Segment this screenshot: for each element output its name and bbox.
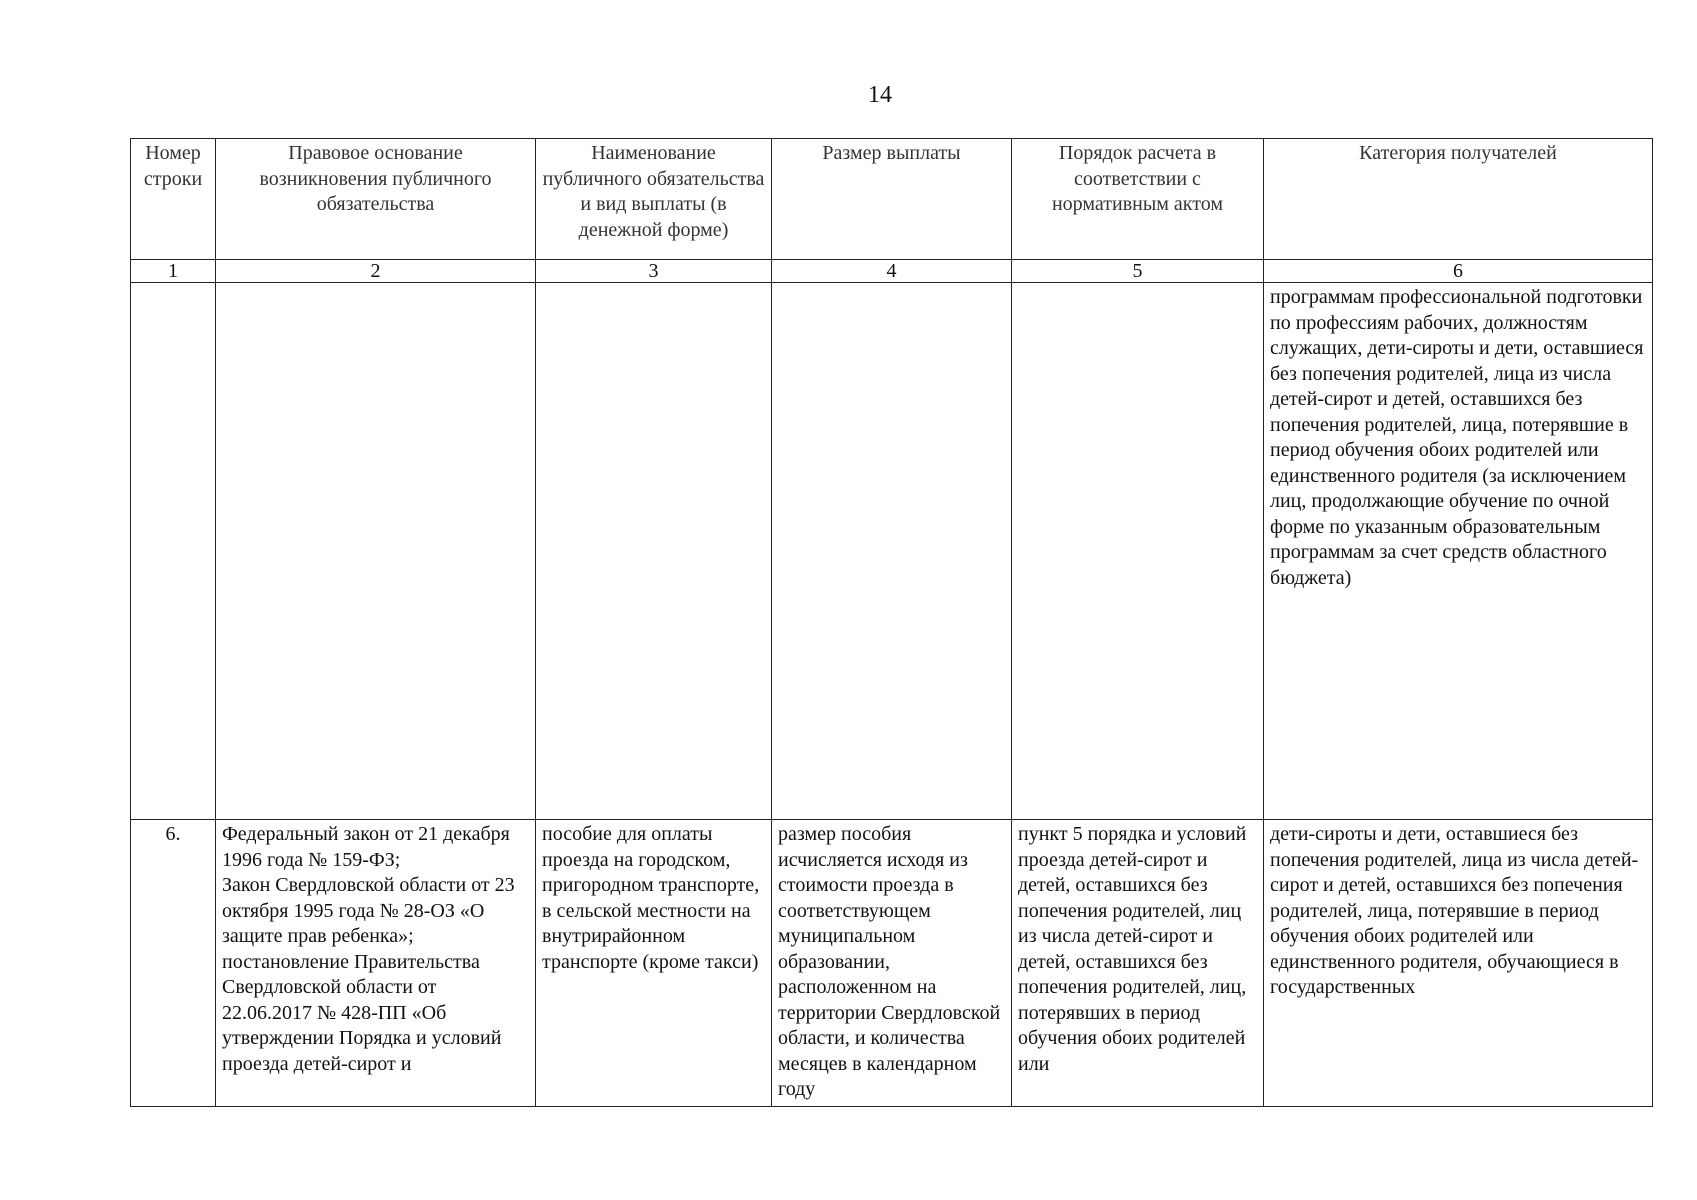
payment-amount-cell	[772, 283, 1012, 820]
table-row	[131, 283, 1653, 820]
header-recipient-category: Категория получателей	[1264, 139, 1653, 260]
header-payment-amount: Размер выплаты	[772, 139, 1012, 260]
column-number: 6	[1264, 260, 1653, 283]
legal-basis-cell: Федеральный закон от 21 декабря 1996 года № 159-ФЗ; Закон Свердловской области от 23 октября 1995 года № 28-ОЗ «О защите прав ребенка»; постановление Правительства Свердловской области от 22.06.2017 № 428-ПП «Об утверждении Порядка и условий проезда детей-сирот и	[216, 820, 536, 1107]
calculation-procedure-cell: пункт 5 порядка и условий проезда детей-сирот и детей, оставшихся без попечения родителей, лиц из числа детей-сирот и детей, оставшихся без попечения родителей, лиц, потерявших в период обучения обоих родителей или	[1012, 820, 1264, 1107]
column-number: 4	[772, 260, 1012, 283]
calculation-procedure-cell	[1012, 283, 1264, 820]
header-legal-basis: Правовое основание возникновения публичного обязательства	[216, 139, 536, 260]
column-numbers-row	[131, 260, 1653, 283]
column-number: 5	[1012, 260, 1264, 283]
payment-amount-cell: размер пособия исчисляется исходя из стоимости проезда в соответствующем муниципальном образовании, расположенном на территории Свердловской области, и количества месяцев в календарном году	[772, 820, 1012, 1107]
table-header-row	[131, 139, 1653, 260]
obligation-name-cell: пособие для оплаты проезда на городском, пригородном транспорте, в сельской местности на внутрирайонном транспорте (кроме такси)	[536, 820, 772, 1107]
header-row-number: Номер строки	[131, 139, 216, 260]
legal-basis-cell	[216, 283, 536, 820]
column-number: 3	[536, 260, 772, 283]
header-obligation-name: Наименование публичного обязательства и вид выплаты (в денежной форме)	[536, 139, 772, 260]
payments-table	[130, 138, 1653, 1107]
header-calculation-procedure: Порядок расчета в соответствии с нормативным актом	[1012, 139, 1264, 260]
column-number: 1	[131, 260, 216, 283]
column-number: 2	[216, 260, 536, 283]
row-number-cell	[131, 283, 216, 820]
table-row	[131, 820, 1653, 1107]
recipient-category-cell: программам профессиональной подготовки по профессиям рабочих, должностям служащих, дети-сироты и дети, оставшиеся без попечения родителей, лица из числа детей-сирот и детей, оставшихся без попечения родителей, лица, потерявшие в период обучения обоих родителей или единственного родителя (за исключением лиц, продолжающие обучение по очной форме по указанным образовательным программам за счет средств областного бюджета)	[1264, 283, 1653, 820]
row-number-cell: 6.	[131, 820, 216, 1107]
recipient-category-cell: дети-сироты и дети, оставшиеся без попечения родителей, лица из числа детей-сирот и детей, оставшихся без попечения родителей, лица, потерявшие в период обучения обоих родителей или единственного родителя, обучающиеся в государственных	[1264, 820, 1653, 1107]
page-number: 14	[868, 82, 892, 108]
obligation-name-cell	[536, 283, 772, 820]
